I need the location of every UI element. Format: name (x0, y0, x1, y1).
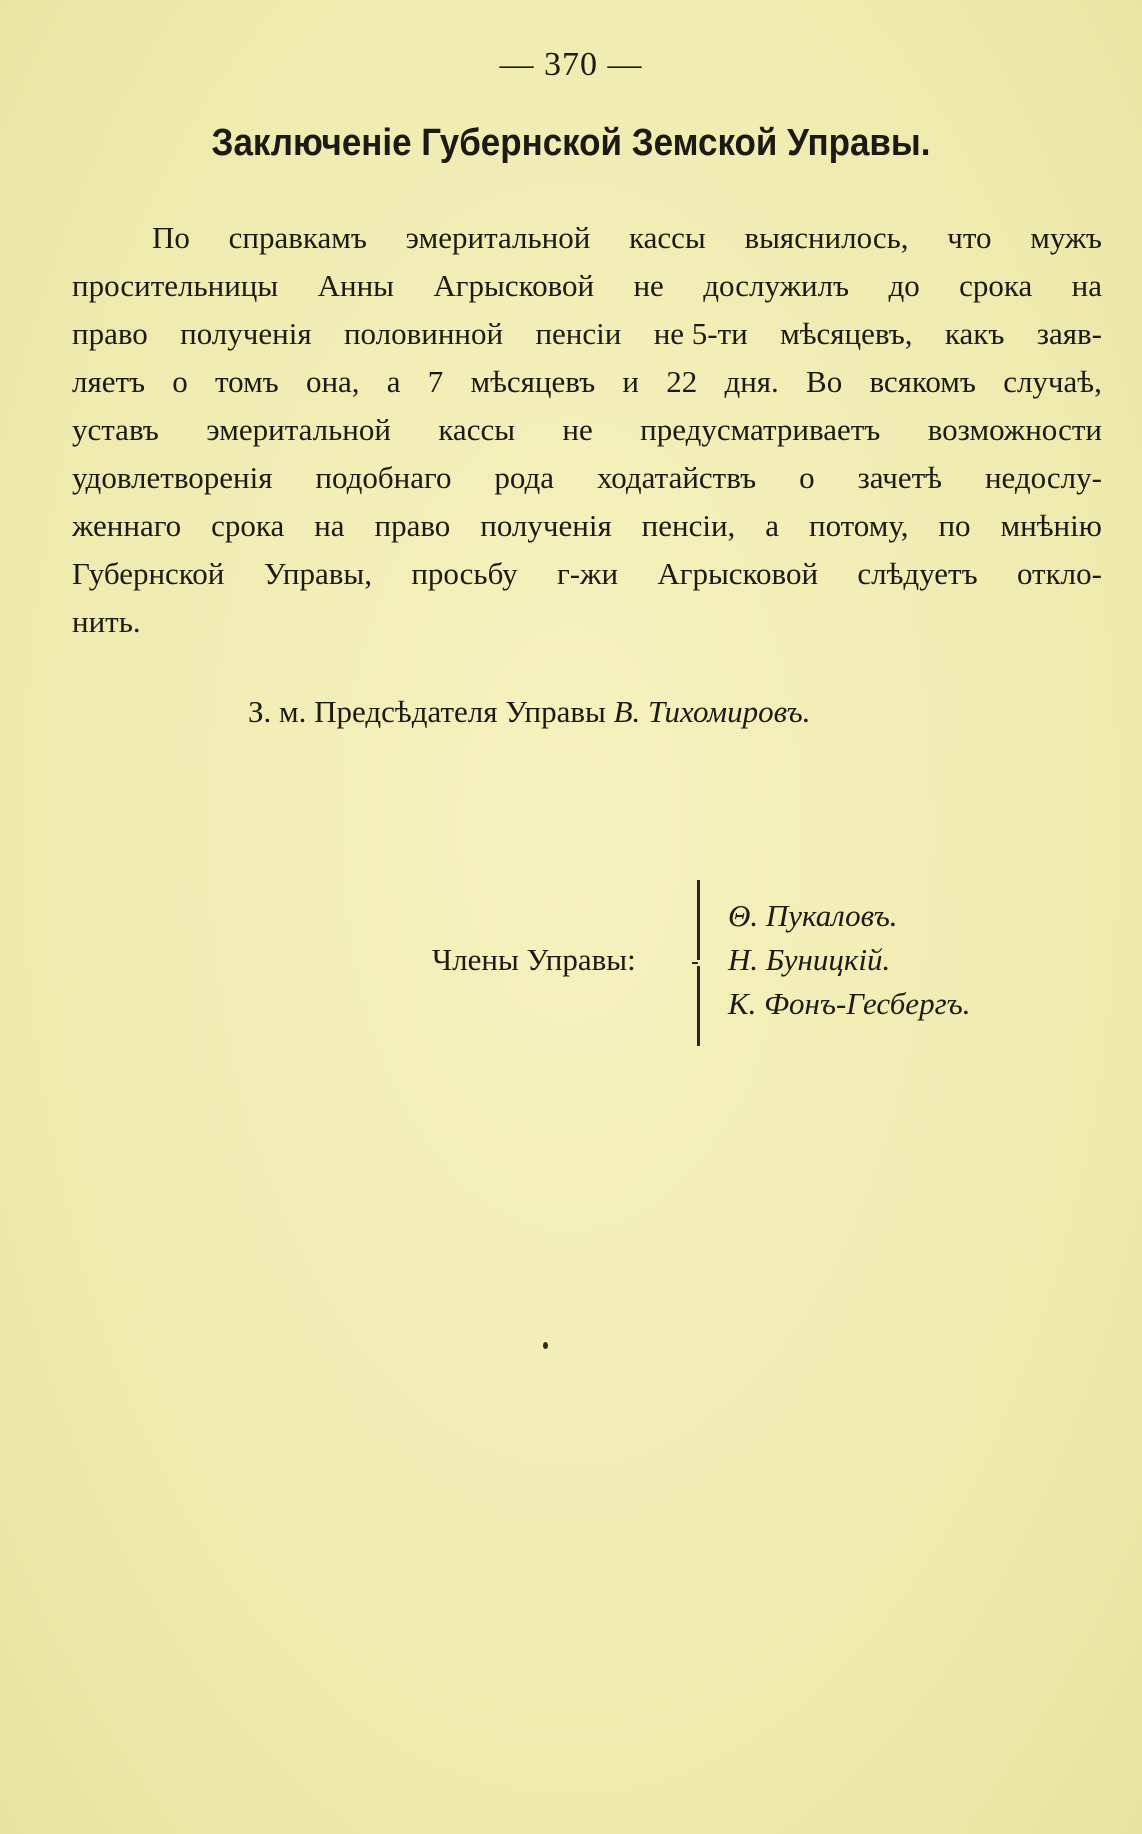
paragraph-word: какъ (944, 316, 1005, 351)
paragraph-word: возможности (927, 412, 1102, 447)
paragraph-word: полученія (480, 508, 612, 543)
page-number: — 370 — (499, 46, 643, 83)
paragraph-word: Анны (317, 268, 395, 303)
paragraph-word: ляетъ (72, 364, 146, 399)
paragraph-line (72, 550, 1102, 598)
conclusion-paragraph (72, 214, 1102, 646)
members-brace-point (692, 962, 698, 964)
paragraph-word: нить. (72, 604, 141, 639)
paragraph-word: зачетѣ (857, 460, 942, 495)
paragraph-word: не (562, 412, 593, 447)
paragraph-word: а (386, 364, 401, 399)
paragraph-word: эмеритальной (206, 412, 391, 447)
signature-line (248, 694, 810, 730)
paragraph-word: просительницы (72, 268, 279, 303)
paragraph-word: выяснилось, (744, 220, 909, 255)
members-brace-lower (697, 966, 700, 1046)
paragraph-word: срока (959, 268, 1033, 303)
paragraph-word: Губернской (72, 556, 225, 591)
paragraph-line (72, 262, 1102, 310)
paragraph-word: всякомъ (869, 364, 976, 399)
paragraph-word: удовлетворенія (72, 460, 273, 495)
paragraph-word: и (622, 364, 639, 399)
paragraph-word: по (938, 508, 971, 543)
paragraph-word: на (1071, 268, 1102, 303)
paragraph-word: дослужилъ (703, 268, 850, 303)
paragraph-line (72, 598, 1102, 646)
paragraph-word: не 5-ти (653, 316, 748, 351)
paragraph-word: Агрысковой (433, 268, 595, 303)
paragraph-word: полученія (180, 316, 312, 351)
paragraph-line (72, 454, 1102, 502)
members-brace-upper (697, 880, 700, 960)
paragraph-word: дня. (724, 364, 779, 399)
member-name-1: Θ. Пукаловъ. (728, 898, 898, 933)
paragraph-line (72, 214, 1102, 262)
paragraph-word: пенсіи (535, 316, 622, 351)
paragraph-word: просьбу (411, 556, 518, 591)
paragraph-word: уставъ (72, 412, 159, 447)
paragraph-word: о (172, 364, 188, 399)
paragraph-word: кассы (629, 220, 706, 255)
section-heading: Заключеніе Губернской Земской Управы. (211, 122, 931, 164)
paragraph-word: случаѣ, (1003, 364, 1102, 399)
paragraph-word: рода (494, 460, 555, 495)
paragraph-line (72, 406, 1102, 454)
signature-name: В. Тихомировъ. (613, 694, 811, 729)
paragraph-word: что (947, 220, 992, 255)
paragraph-word: томъ (215, 364, 279, 399)
paragraph-word: 7 (427, 364, 444, 399)
paragraph-word: право (72, 316, 148, 351)
paragraph-word: о (799, 460, 815, 495)
paragraph-word: Во (806, 364, 843, 399)
paragraph-word: г-жи (556, 556, 619, 591)
paragraph-word: мѣсяцевъ (470, 364, 596, 399)
ink-speck (543, 1342, 548, 1349)
paragraph-word: не (633, 268, 664, 303)
member-name-2: Н. Буницкій. (728, 942, 891, 977)
paragraph-word: мужъ (1030, 220, 1102, 255)
paragraph-word: подобнаго (315, 460, 452, 495)
paragraph-word: а (765, 508, 780, 543)
member-name-3: К. Фонъ-Гесбергъ. (728, 986, 971, 1021)
paragraph-word: срока (211, 508, 285, 543)
paragraph-word: Управы, (263, 556, 372, 591)
paragraph-word: кассы (438, 412, 516, 447)
members-label: Члены Управы: (432, 942, 636, 977)
paragraph-word: 22 (666, 364, 698, 399)
paragraph-word: потому, (808, 508, 909, 543)
paragraph-word: недослу- (984, 460, 1102, 495)
paragraph-word: мѣсяцевъ, (780, 316, 913, 351)
paragraph-word: По (152, 220, 190, 255)
paragraph-word: половинной (343, 316, 504, 351)
paragraph-line (72, 502, 1102, 550)
signature-prefix: З. м. Предсѣдателя Управы (248, 694, 606, 729)
paragraph-word: мнѣнію (1000, 508, 1102, 543)
paragraph-word: до (888, 268, 920, 303)
paragraph-word: ходатайствъ (596, 460, 757, 495)
paragraph-word: откло- (1016, 556, 1102, 591)
paragraph-word: слѣдуетъ (857, 556, 978, 591)
paragraph-word: предусматриваетъ (640, 412, 881, 447)
paragraph-word: на (314, 508, 345, 543)
paragraph-line (72, 358, 1102, 406)
paragraph-word: эмеритальной (405, 220, 591, 255)
paragraph-word: справкамъ (228, 220, 367, 255)
paragraph-word: она, (305, 364, 360, 399)
bleed-through-shadow (300, 1200, 900, 1240)
paragraph-line (72, 310, 1102, 358)
paragraph-word: заяв- (1036, 316, 1102, 351)
paragraph-word: Агрысковой (657, 556, 819, 591)
paragraph-word: женнаго (72, 508, 182, 543)
paragraph-word: право (374, 508, 451, 543)
paragraph-word: пенсіи, (641, 508, 736, 543)
